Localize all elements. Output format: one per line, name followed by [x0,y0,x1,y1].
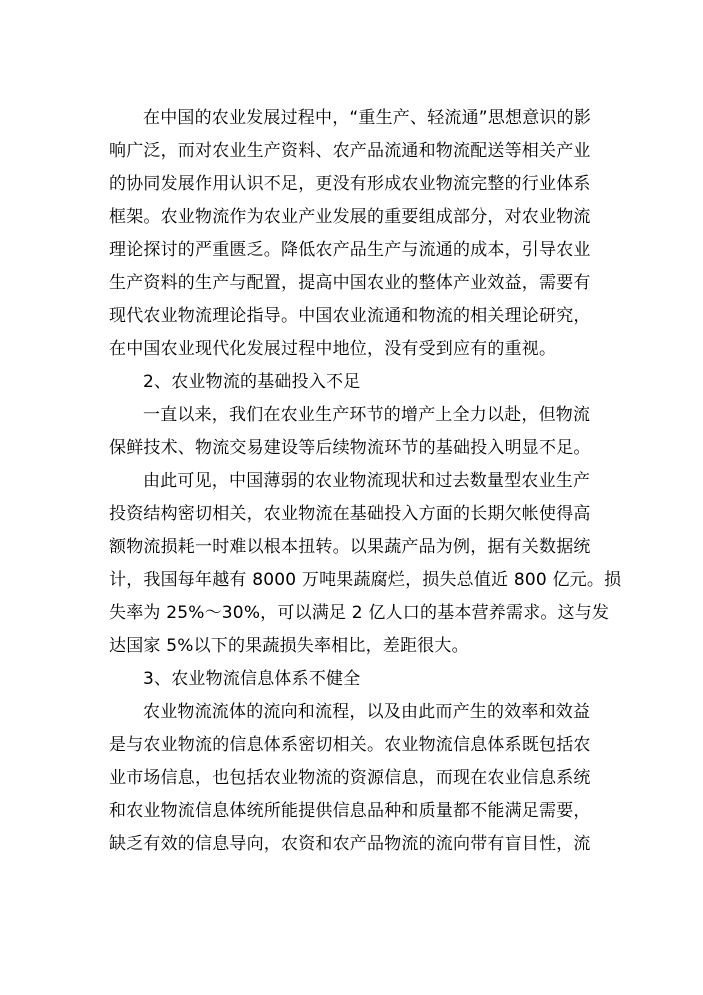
paragraph-line: 框架。农业物流作为农业产业发展的重要组成部分，对农业物流 [109,207,591,227]
paragraph-line: 额物流损耗一时难以根本扭转。以果蔬产品为例，据有关数据统 [109,537,591,557]
paragraph-line: 保鲜技术、物流交易建设等后续物流环节的基础投入明显不足。 [109,438,591,458]
paragraph-line: 计，我国每年越有 8000 万吨果蔬腐烂，损失总值近 800 亿元。损 [109,570,622,590]
paragraph-line: 农业物流流体的流向和流程，以及由此而产生的效率和效益 [143,702,591,722]
paragraph-line: 一直以来，我们在农业生产环节的增产上全力以赴，但物流 [143,405,591,425]
paragraph-line: 在中国的农业发展过程中，“重生产、轻流通”思想意识的影 [143,108,592,128]
paragraph-line: 和农业物流信息体统所能提供信息品种和质量都不能满足需要， [109,801,591,821]
paragraph-line: 响广泛，而对农业生产资料、农产品流通和物流配送等相关产业 [109,141,591,161]
paragraph-line: 达国家 5%以下的果蔬损失率相比，差距很大。 [109,636,469,656]
paragraph-line: 是与农业物流的信息体系密切相关。农业物流信息体系既包括农 [109,735,591,755]
section-heading: 3、农业物流信息体系不健全 [143,669,361,689]
paragraph-line: 由此可见，中国薄弱的农业物流现状和过去数量型农业生产 [143,471,591,491]
section-heading: 2、农业物流的基础投入不足 [143,372,361,392]
paragraph-line: 缺乏有效的信息导向，农资和农产品物流的流向带有盲目性，流 [109,834,591,854]
paragraph-line: 在中国农业现代化发展过程中地位，没有受到应有的重视。 [109,339,557,359]
paragraph-line: 失率为 25%～30%，可以满足 2 亿人口的基本营养需求。这与发 [109,603,610,623]
document-body [109,102,622,861]
paragraph-line: 生产资料的生产与配置，提高中国农业的整体产业效益，需要有 [109,273,591,293]
paragraph-line: 现代农业物流理论指导。中国农业流通和物流的相关理论研究， [109,306,591,326]
paragraph-line: 的协同发展作用认识不足，更没有形成农业物流完整的行业体系 [109,174,591,194]
paragraph-line: 投资结构密切相关，农业物流在基础投入方面的长期欠帐使得高 [109,504,591,524]
paragraph-line: 理论探讨的严重匮乏。降低农产品生产与流通的成本，引导农业 [109,240,591,260]
paragraph-line: 业市场信息，也包括农业物流的资源信息，而现在农业信息系统 [109,768,591,788]
